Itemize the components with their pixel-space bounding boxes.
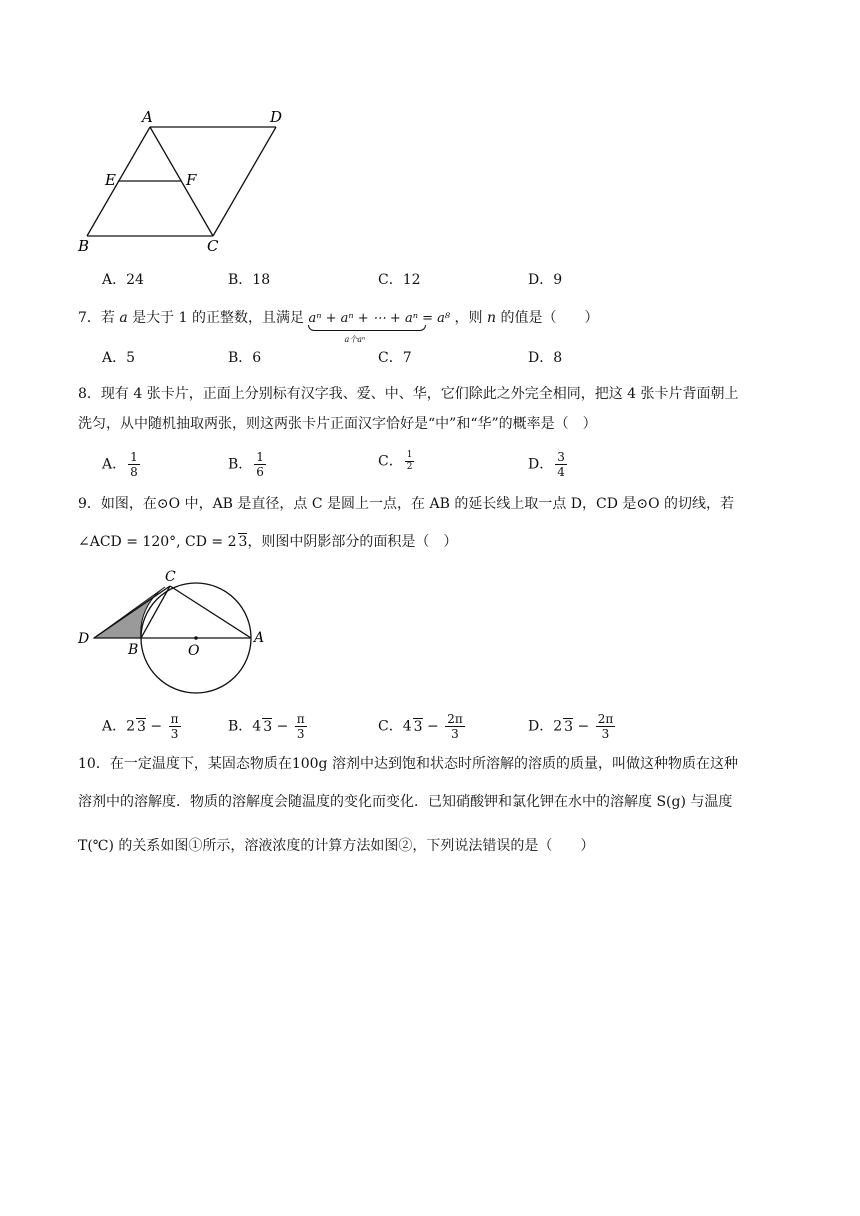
q6-option-b: B．18 xyxy=(228,272,271,288)
q6-option-a: A．24 xyxy=(102,272,144,288)
label-C: C xyxy=(207,237,219,255)
q6-option-c: C．12 xyxy=(378,272,421,288)
question-10-line-1: 10．在一定温度下，某固态物质在100g 溶剂中达到饱和状态时所溶解的溶质的质量，叫做这种物质在这种 xyxy=(78,756,738,772)
label-O: O xyxy=(188,643,200,659)
q6-option-d: D．9 xyxy=(528,272,563,288)
label-A: A xyxy=(142,108,153,126)
label-E: E xyxy=(105,171,116,189)
label-B: B xyxy=(128,642,139,658)
q7-option-c: C．7 xyxy=(378,350,412,366)
figure-circle-tangent xyxy=(70,568,270,698)
label-C: C xyxy=(165,569,176,585)
q7-option-d: D．8 xyxy=(528,350,563,366)
label-A: A xyxy=(254,630,265,646)
q8-option-d: D． $\frac{3}{4}$ xyxy=(528,450,565,479)
question-10-line-3: T(℃) 的关系如图①所示，溶液浓度的计算方法如图②，下列说法错误的是（ ） xyxy=(78,838,595,854)
q9-option-c: C．4 3 − $\frac{2\pi}{3}$ xyxy=(378,712,463,741)
question-9-line-2: ∠ACD = 120°, CD = 2 3，则图中阴影部分的面积是（ ） xyxy=(78,534,458,550)
q7-underbrace xyxy=(308,325,426,331)
q7-brace-label: a个aⁿ xyxy=(344,335,366,344)
question-8-line-2: 洗匀，从中随机抽取两张，则这两张卡片正面汉字恰好是“中”和“华”的概率是（ ） xyxy=(78,416,597,432)
label-F: F xyxy=(186,171,197,189)
q7-option-b: B．6 xyxy=(228,350,262,366)
label-B: B xyxy=(78,237,90,255)
q8-option-c: C． $\frac{1}{2}$ xyxy=(378,450,413,472)
label-D: D xyxy=(78,631,90,647)
q8-option-a: A． $\frac{1}{8}$ xyxy=(102,450,138,479)
question-7: 7．若 a 是大于 1 的正整数，且满足 aⁿ + aⁿ + ⋯ + aⁿ = a⁸ a个aⁿ ，则 n 的值是（ ） xyxy=(78,308,598,329)
q9-option-d: D．2 3 − $\frac{2\pi}{3}$ xyxy=(528,712,614,741)
q8-option-b: B． $\frac{1}{6}$ xyxy=(228,450,264,479)
q9-option-a: A．2 3 − $\frac{\pi}{3}$ xyxy=(102,712,179,741)
q7-option-a: A．5 xyxy=(102,350,136,366)
question-9-line-1: 9．如图，在⊙O 中，AB 是直径，点 C 是圆上一点，在 AB 的延长线上取一点 D，CD 是⊙O 的切线，若 xyxy=(78,496,735,512)
question-10-line-2: 溶剂中的溶解度．物质的溶解度会随温度的变化而变化．已知硝酸钾和氯化钾在水中的溶解度 S(g) 与温度 xyxy=(78,794,733,810)
label-D: D xyxy=(270,108,283,126)
question-8-line-1: 8．现有 4 张卡片，正面上分别标有汉字我、爱、中、华，它们除此之外完全相同，把这 4 张卡片背面朝上 xyxy=(78,386,739,402)
q9-option-b: B．4 3 − $\frac{\pi}{3}$ xyxy=(228,712,305,741)
q7-expression: aⁿ + aⁿ + ⋯ + aⁿ = a⁸ a个aⁿ xyxy=(308,309,450,329)
figure-parallelogram xyxy=(70,105,300,255)
